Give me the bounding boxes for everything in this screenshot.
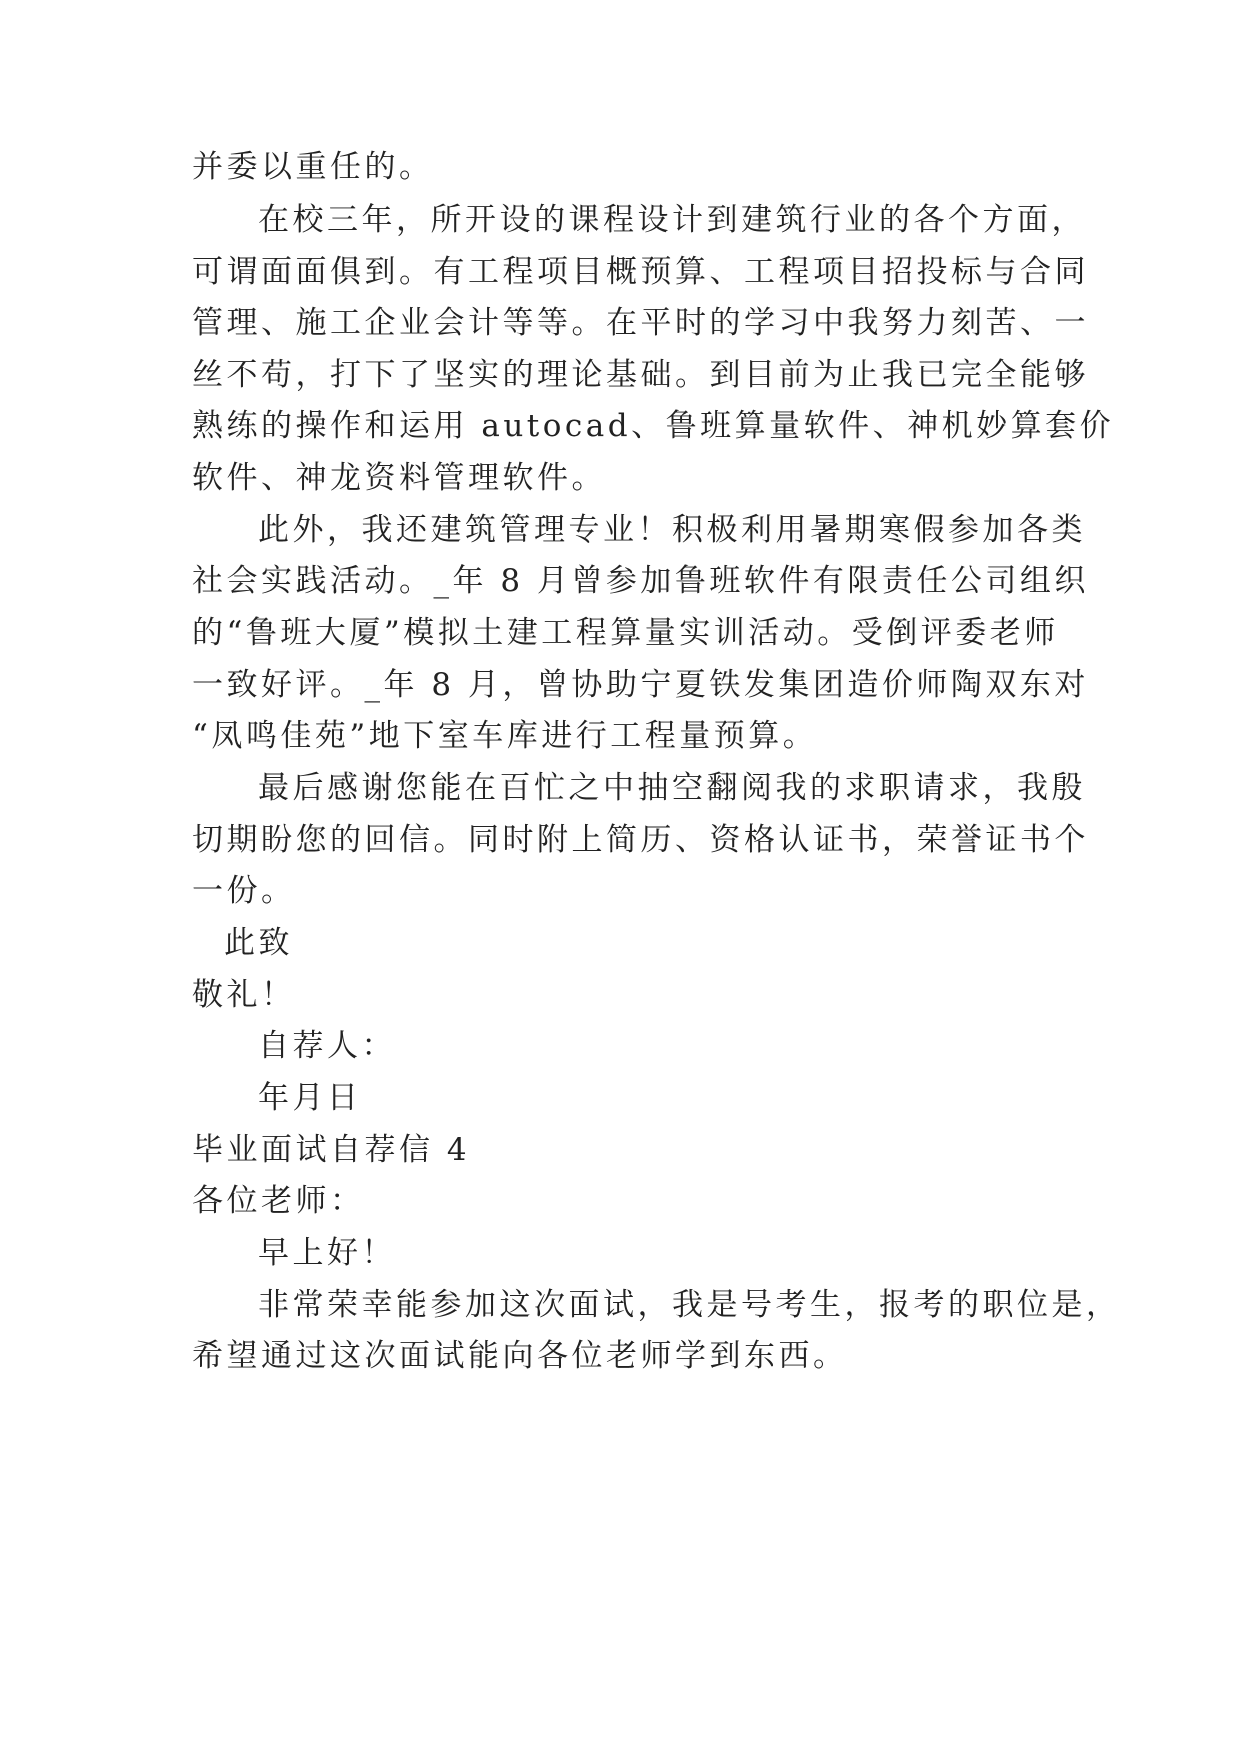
paragraph-line: 在校三年，所开设的课程设计到建筑行业的各个方面， (258, 202, 1086, 238)
paragraph-line: 切期盼您的回信。同时附上简历、资格认证书，荣誉证书个 (192, 822, 1089, 858)
paragraph-line: 希望通过这次面试能向各位老师学到东西。 (192, 1338, 848, 1374)
date-label: 年月日 (258, 1080, 362, 1116)
paragraph-line: 此外，我还建筑管理专业！积极利用暑期寒假参加各类 (258, 512, 1086, 548)
paragraph-line: 并委以重任的。 (192, 149, 434, 185)
greeting: 各位老师： (192, 1183, 365, 1219)
paragraph-line: 可谓面面俱到。有工程项目概预算、工程项目招投标与合同 (192, 254, 1089, 290)
paragraph-line: 丝不苟，打下了坚实的理论基础。到目前为止我已完全能够 (192, 357, 1089, 393)
paragraph-line: 熟练的操作和运用 autocad、鲁班算量软件、神机妙算套价 (192, 408, 1115, 444)
paragraph-line: 非常荣幸能参加这次面试，我是号考生，报考的职位是， (258, 1287, 1121, 1323)
paragraph-line: 一致好评。_年 8 月，曾协助宁夏铁发集团造价师陶双东对 (192, 667, 1089, 703)
signature-label: 自荐人： (258, 1028, 396, 1064)
paragraph-line: 社会实践活动。_年 8 月曾参加鲁班软件有限责任公司组织 (192, 563, 1089, 599)
paragraph-line: 一份。 (192, 873, 296, 909)
paragraph-line: 软件、神龙资料管理软件。 (192, 460, 606, 496)
paragraph-line: “凤鸣佳苑”地下室车库进行工程量预算。 (192, 718, 818, 754)
section-title: 毕业面试自荐信 4 (192, 1132, 471, 1168)
paragraph-line: 的“鲁班大厦”模拟土建工程算量实训活动。受倒评委老师 (192, 615, 1059, 651)
paragraph-line: 最后感谢您能在百忙之中抽空翻阅我的求职请求，我殷 (258, 770, 1086, 806)
closing-salutation: 此致 (224, 925, 293, 961)
greeting-line: 早上好！ (258, 1235, 396, 1271)
paragraph-line: 管理、施工企业会计等等。在平时的学习中我努力刻苦、一 (192, 305, 1089, 341)
closing-regards: 敬礼！ (192, 977, 296, 1013)
